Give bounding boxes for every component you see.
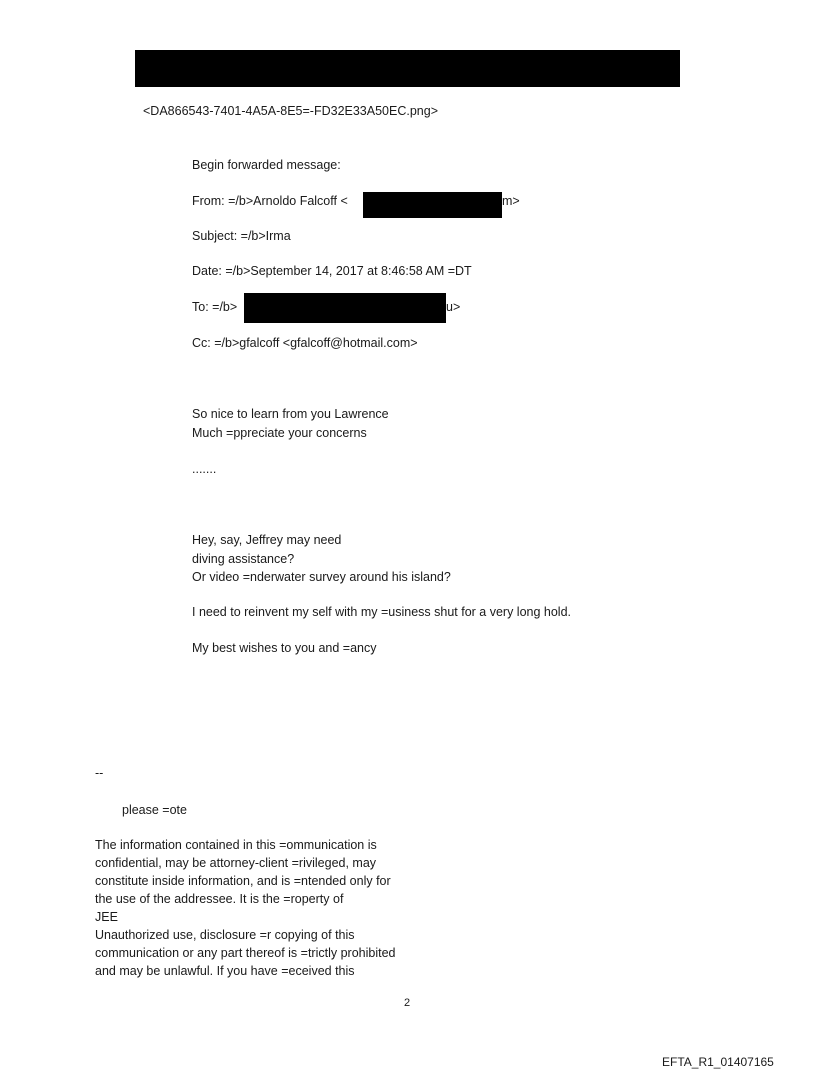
document-id: EFTA_R1_01407165 (662, 1055, 774, 1069)
disclaimer-line-2: confidential, may be attorney-client =rivileged, may (95, 856, 377, 870)
date-line: Date: =/b>September 14, 2017 at 8:46:58 AM =DT (192, 264, 472, 278)
disclaimer-line-7: communication or any part thereof is =trictly prohibited (95, 946, 396, 960)
message-ellipsis: ....... (192, 462, 217, 476)
disclaimer-line-3: constitute inside information, and is =ntended only for (95, 874, 391, 888)
message-business-line: I need to reinvent my self with my =usiness shut for a very long hold. (192, 605, 572, 619)
to-line-prefix: To: =/b> (192, 300, 238, 314)
disclaimer-line-4: the use of the addressee. It is the =roperty of (95, 892, 344, 906)
page-number: 2 (404, 997, 411, 1009)
signature-note: please =ote (122, 803, 187, 817)
attachment-filename: <DA866543-7401-4A5A-8E5=-FD32E33A50EC.png> (143, 104, 438, 118)
message-greeting-1: So nice to learn from you Lawrence (192, 407, 389, 421)
from-line-suffix: m> (502, 194, 520, 208)
signature-separator: -- (95, 766, 104, 780)
message-paragraph-line-3: Or video =nderwater survey around his island? (192, 570, 451, 584)
message-paragraph-line-2: diving assistance? (192, 552, 295, 566)
message-closing: My best wishes to you and =ancy (192, 641, 377, 655)
disclaimer-line-6: Unauthorized use, disclosure =r copying of this (95, 928, 355, 942)
from-line-prefix: From: =/b>Arnoldo Falcoff < (192, 194, 348, 208)
to-line-suffix: u> (446, 300, 461, 314)
subject-line: Subject: =/b>Irma (192, 229, 291, 243)
forward-intro: Begin forwarded message: (192, 158, 341, 172)
redaction-to-email (244, 293, 446, 323)
disclaimer-line-8: and may be unlawful. If you have =eceived this (95, 964, 355, 978)
message-greeting-2: Much =ppreciate your concerns (192, 426, 367, 440)
redaction-from-email (363, 192, 502, 218)
cc-line: Cc: =/b>gfalcoff <gfalcoff@hotmail.com> (192, 336, 418, 350)
disclaimer-line-1: The information contained in this =ommunication is (95, 838, 377, 852)
redaction-bar-header (135, 50, 680, 87)
disclaimer-line-5: JEE (95, 910, 118, 924)
message-paragraph-line-1: Hey, say, Jeffrey may need (192, 533, 342, 547)
